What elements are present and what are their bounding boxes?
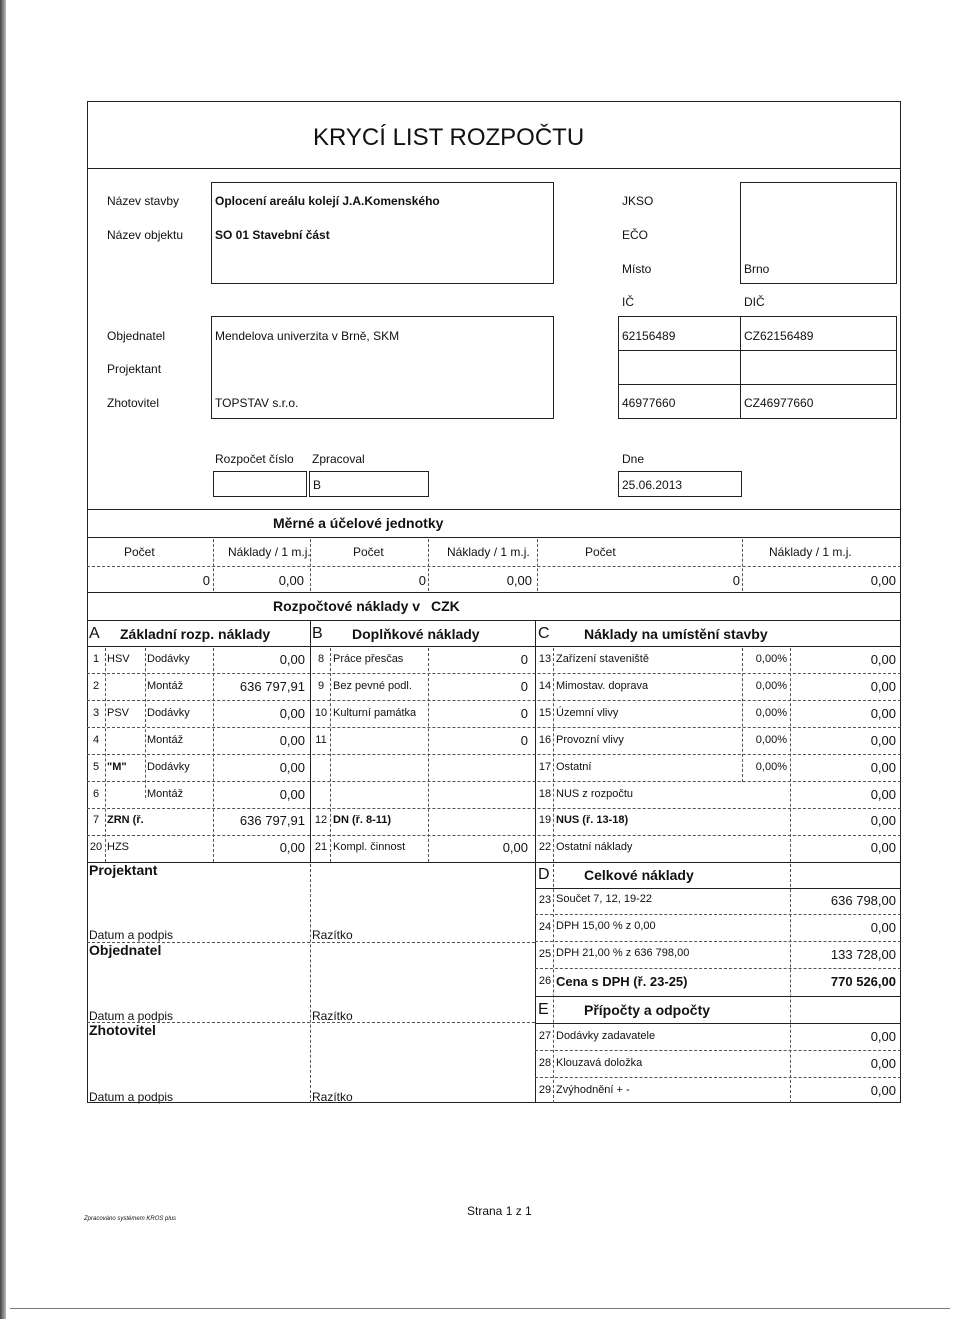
dne-label: Dne — [622, 452, 645, 466]
row-number: 20 — [89, 841, 103, 853]
row-number: 29 — [538, 1084, 552, 1096]
row-label: Ostatní — [556, 761, 592, 773]
costs-line — [87, 620, 901, 621]
col-sep-ab — [310, 620, 311, 862]
row-value: 0,00 — [502, 840, 528, 855]
d-row-line — [535, 914, 901, 915]
row-number: 27 — [538, 1030, 552, 1042]
zpracoval-label: Zpracoval — [312, 452, 365, 466]
row-value: 0,00 — [870, 733, 896, 748]
row-number: 7 — [92, 814, 100, 826]
row-value: 0,00 — [870, 760, 896, 775]
dic-label: DIČ — [744, 295, 765, 309]
row-code: HZS — [107, 841, 129, 853]
zpracoval-value: B — [313, 478, 322, 492]
currency: CZK — [431, 598, 460, 614]
row-pct: 0,00% — [755, 680, 787, 692]
sig-projektant-datum: Datum a podpis — [89, 928, 174, 942]
row-code: ZRN (ř. — [107, 814, 144, 826]
zhotovitel-value: TOPSTAV s.r.o. — [215, 396, 299, 410]
units-title: Měrné a účelové jednotky — [273, 515, 444, 531]
row-value: 0,00 — [870, 787, 896, 802]
row-number: 21 — [314, 841, 328, 853]
units-value: 0,00 — [278, 573, 304, 588]
row-number: 14 — [538, 680, 552, 692]
sig-zhotovitel-datum: Datum a podpis — [89, 1090, 174, 1104]
objednatel-label: Objednatel — [107, 329, 166, 343]
units-pocet-2: Počet — [353, 545, 384, 559]
e-row-line — [535, 1050, 901, 1051]
misto-label: Místo — [622, 262, 652, 276]
d-row-line — [535, 968, 901, 969]
ic-label: IČ — [622, 295, 634, 309]
units-value: 0 — [418, 573, 426, 588]
row-label: Územní vlivy — [556, 707, 619, 719]
sig-objednatel-datum: Datum a podpis — [89, 1009, 174, 1023]
document-title: KRYCÍ LIST ROZPOČTU — [313, 124, 585, 151]
sectionE-title: Přípočty a odpočty — [584, 1002, 711, 1018]
row-value: 0,00 — [870, 652, 896, 667]
row-code: PSV — [107, 707, 130, 719]
sig-projektant-razitko: Razítko — [312, 928, 353, 942]
row-value: 770 526,00 — [830, 974, 896, 989]
row-label: Zařízení staveniště — [556, 653, 649, 665]
sectionA-letter: A — [89, 625, 100, 642]
title-divider — [87, 168, 901, 169]
row-number: 3 — [92, 707, 100, 719]
row-line — [87, 835, 901, 836]
sectionC-title: Náklady na umístění stavby — [584, 626, 768, 642]
row-label: Součet 7, 12, 19-22 — [556, 893, 653, 905]
sig-projektant: Projektant — [89, 862, 158, 878]
units-sep — [310, 539, 311, 591]
objednatel-value: Mendelova univerzita v Brně, SKM — [215, 329, 400, 343]
row-number: 18 — [538, 788, 552, 800]
row-label: Dodávky — [147, 707, 190, 719]
zpracoval-box — [309, 471, 429, 497]
objednatel-ic: 62156489 — [622, 329, 676, 343]
ic-dic-row1 — [618, 350, 897, 351]
nazev-stavby-value: Oplocení areálu kolejí J.A.Komenského — [215, 194, 440, 208]
row-number: 11 — [315, 734, 327, 746]
sig-zhotovitel: Zhotovitel — [89, 1022, 156, 1038]
units-value: 0 — [202, 573, 210, 588]
rozpocet-cislo-box — [213, 471, 307, 497]
colB-num-sep — [330, 648, 331, 862]
row-label: Kulturní památka — [333, 707, 417, 719]
row-line-solid — [87, 862, 901, 863]
row-number: 6 — [92, 788, 100, 800]
zhotovitel-dic: CZ46977660 — [744, 396, 814, 410]
row-value: 0,00 — [279, 733, 305, 748]
objednatel-dic: CZ62156489 — [744, 329, 814, 343]
row-label: NUS (ř. 13-18) — [556, 814, 629, 826]
row-value: 0 — [520, 652, 528, 667]
software-note: Zpracováno systémem KROS plus — [84, 1216, 177, 1222]
rozpocet-cislo-label: Rozpočet číslo — [215, 452, 294, 466]
row-value: 636 798,00 — [830, 893, 896, 908]
projektant-label: Projektant — [107, 362, 162, 376]
nazev-objektu-value: SO 01 Stavební část — [215, 228, 330, 242]
costs-top-line — [87, 592, 901, 593]
row-value: 0,00 — [870, 920, 896, 935]
units-naklady-1: Náklady / 1 m.j. — [228, 545, 311, 559]
row-number: 19 — [538, 814, 552, 826]
row-value: 0,00 — [870, 1029, 896, 1044]
row-label: Dodávky — [147, 761, 190, 773]
row-label: Ostatní náklady — [556, 841, 633, 853]
scan-bottom-line — [10, 1308, 950, 1309]
colA-val-sep — [213, 648, 214, 862]
row-value: 0,00 — [870, 813, 896, 828]
sectionB-letter: B — [312, 625, 323, 642]
units-naklady-3: Náklady / 1 m.j. — [769, 545, 852, 559]
row-label: DPH 21,00 % z 636 798,00 — [556, 947, 690, 959]
row-label: Kompl. činnost — [333, 841, 406, 853]
row-value: 0,00 — [279, 840, 305, 855]
d-bottom-line — [535, 996, 901, 997]
row-value: 0,00 — [279, 652, 305, 667]
row-number: 9 — [317, 680, 325, 692]
row-number: 2 — [92, 680, 100, 692]
ic-dic-divider — [740, 316, 741, 419]
colB-val-sep — [428, 648, 429, 862]
row-line — [87, 727, 901, 728]
row-number: 12 — [314, 814, 328, 826]
row-value: 0,00 — [870, 706, 896, 721]
units-sep — [213, 539, 214, 591]
row-pct: 0,00% — [755, 707, 787, 719]
colC-num-sep — [553, 648, 554, 1103]
sectionE-letter: E — [538, 1001, 549, 1018]
nazev-stavby-label: Název stavby — [107, 194, 180, 208]
units-sep — [537, 539, 538, 591]
row-value: 0,00 — [870, 1083, 896, 1098]
jkso-label: JKSO — [622, 194, 654, 208]
costs-title: Rozpočtové náklady v — [273, 598, 421, 614]
zhotovitel-ic: 46977660 — [622, 396, 676, 410]
colC-pct-sep — [742, 648, 743, 782]
row-label: DN (ř. 8-11) — [333, 814, 392, 826]
row-number: 28 — [538, 1057, 552, 1069]
colA-num-sep — [105, 648, 106, 862]
row-pct: 0,00% — [755, 734, 787, 746]
units-pocet-3: Počet — [585, 545, 616, 559]
row-line — [87, 781, 901, 782]
row-line — [87, 754, 901, 755]
units-line — [87, 537, 901, 538]
units-value: 0,00 — [870, 573, 896, 588]
e-row-line — [535, 1077, 901, 1078]
row-line — [87, 808, 901, 809]
units-sep — [742, 539, 743, 591]
ic-dic-row2 — [618, 384, 897, 385]
units-naklady-2: Náklady / 1 m.j. — [447, 545, 530, 559]
row-label: Montáž — [147, 788, 184, 800]
row-number: 8 — [317, 653, 325, 665]
row-label: Práce přesčas — [333, 653, 404, 665]
scan-edge — [0, 0, 6, 1319]
e-header-line — [535, 1023, 901, 1024]
units-pocet-1: Počet — [124, 545, 155, 559]
nazev-objektu-label: Název objektu — [107, 228, 184, 242]
row-label: Klouzavá doložka — [556, 1057, 643, 1069]
sectionC-letter: C — [538, 625, 550, 642]
zhotovitel-label: Zhotovitel — [107, 396, 160, 410]
units-value: 0 — [732, 573, 740, 588]
row-value: 636 797,91 — [239, 813, 305, 828]
row-label: Mimostav. doprava — [556, 680, 649, 692]
row-pct: 0,00% — [755, 653, 787, 665]
row-number: 16 — [538, 734, 552, 746]
row-number: 17 — [538, 761, 552, 773]
row-line — [87, 673, 901, 674]
row-label: Cena s DPH (ř. 23-25) — [556, 974, 688, 989]
sig-sep — [310, 864, 311, 1103]
sectionD-title: Celkové náklady — [584, 867, 694, 883]
row-label: Dodávky zadavatele — [556, 1030, 656, 1042]
d-row-line — [535, 941, 901, 942]
row-value: 0,00 — [870, 840, 896, 855]
row-number: 25 — [538, 948, 552, 960]
row-number: 26 — [538, 975, 552, 987]
row-label: Provozní vlivy — [556, 734, 624, 746]
row-label: Montáž — [147, 680, 184, 692]
row-number: 1 — [92, 653, 100, 665]
row-value: 0 — [520, 733, 528, 748]
colC-val-sep — [790, 648, 791, 1103]
sig-objednatel-razitko: Razítko — [312, 1009, 353, 1023]
d-header-line — [535, 888, 901, 889]
sections-header-line — [87, 646, 901, 647]
row-code: HSV — [107, 653, 130, 665]
sectionB-title: Doplňkové náklady — [352, 626, 480, 642]
colA-label-sep — [145, 648, 146, 798]
row-number: 4 — [92, 734, 100, 746]
page-number: Strana 1 z 1 — [467, 1204, 532, 1218]
sig-objednatel: Objednatel — [89, 942, 162, 958]
row-label: Zvýhodnění + - — [556, 1084, 630, 1096]
row-label: NUS z rozpočtu — [556, 788, 634, 800]
row-value: 0,00 — [279, 787, 305, 802]
row-value: 0,00 — [279, 760, 305, 775]
row-number: 15 — [538, 707, 552, 719]
sectionA-title: Základní rozp. náklady — [120, 626, 271, 642]
dne-value: 25.06.2013 — [622, 478, 683, 492]
row-code: "M" — [107, 761, 127, 773]
row-label: Montáž — [147, 734, 184, 746]
row-value: 0,00 — [279, 706, 305, 721]
row-value: 0,00 — [870, 679, 896, 694]
row-value: 0 — [520, 679, 528, 694]
units-dashed — [87, 566, 901, 567]
sig-zhotovitel-razitko: Razítko — [312, 1090, 353, 1104]
eco-label: EČO — [622, 228, 649, 242]
row-pct: 0,00% — [755, 761, 787, 773]
row-line — [87, 700, 901, 701]
row-number: 24 — [538, 921, 552, 933]
row-value: 0 — [520, 706, 528, 721]
units-sep — [428, 539, 429, 591]
units-value: 0,00 — [506, 573, 532, 588]
row-value: 636 797,91 — [239, 679, 305, 694]
units-top-line — [87, 509, 901, 510]
row-label: Bez pevné podl. — [333, 680, 412, 692]
row-value: 0,00 — [870, 1056, 896, 1071]
row-label: DPH 15,00 % z 0,00 — [556, 920, 656, 932]
misto-value: Brno — [744, 262, 770, 276]
row-number: 10 — [314, 707, 328, 719]
row-number: 23 — [538, 894, 552, 906]
row-number: 22 — [538, 841, 552, 853]
row-value: 133 728,00 — [830, 947, 896, 962]
row-number: 5 — [92, 761, 100, 773]
row-number: 13 — [538, 653, 552, 665]
sectionD-letter: D — [538, 866, 550, 883]
row-label: Dodávky — [147, 653, 190, 665]
